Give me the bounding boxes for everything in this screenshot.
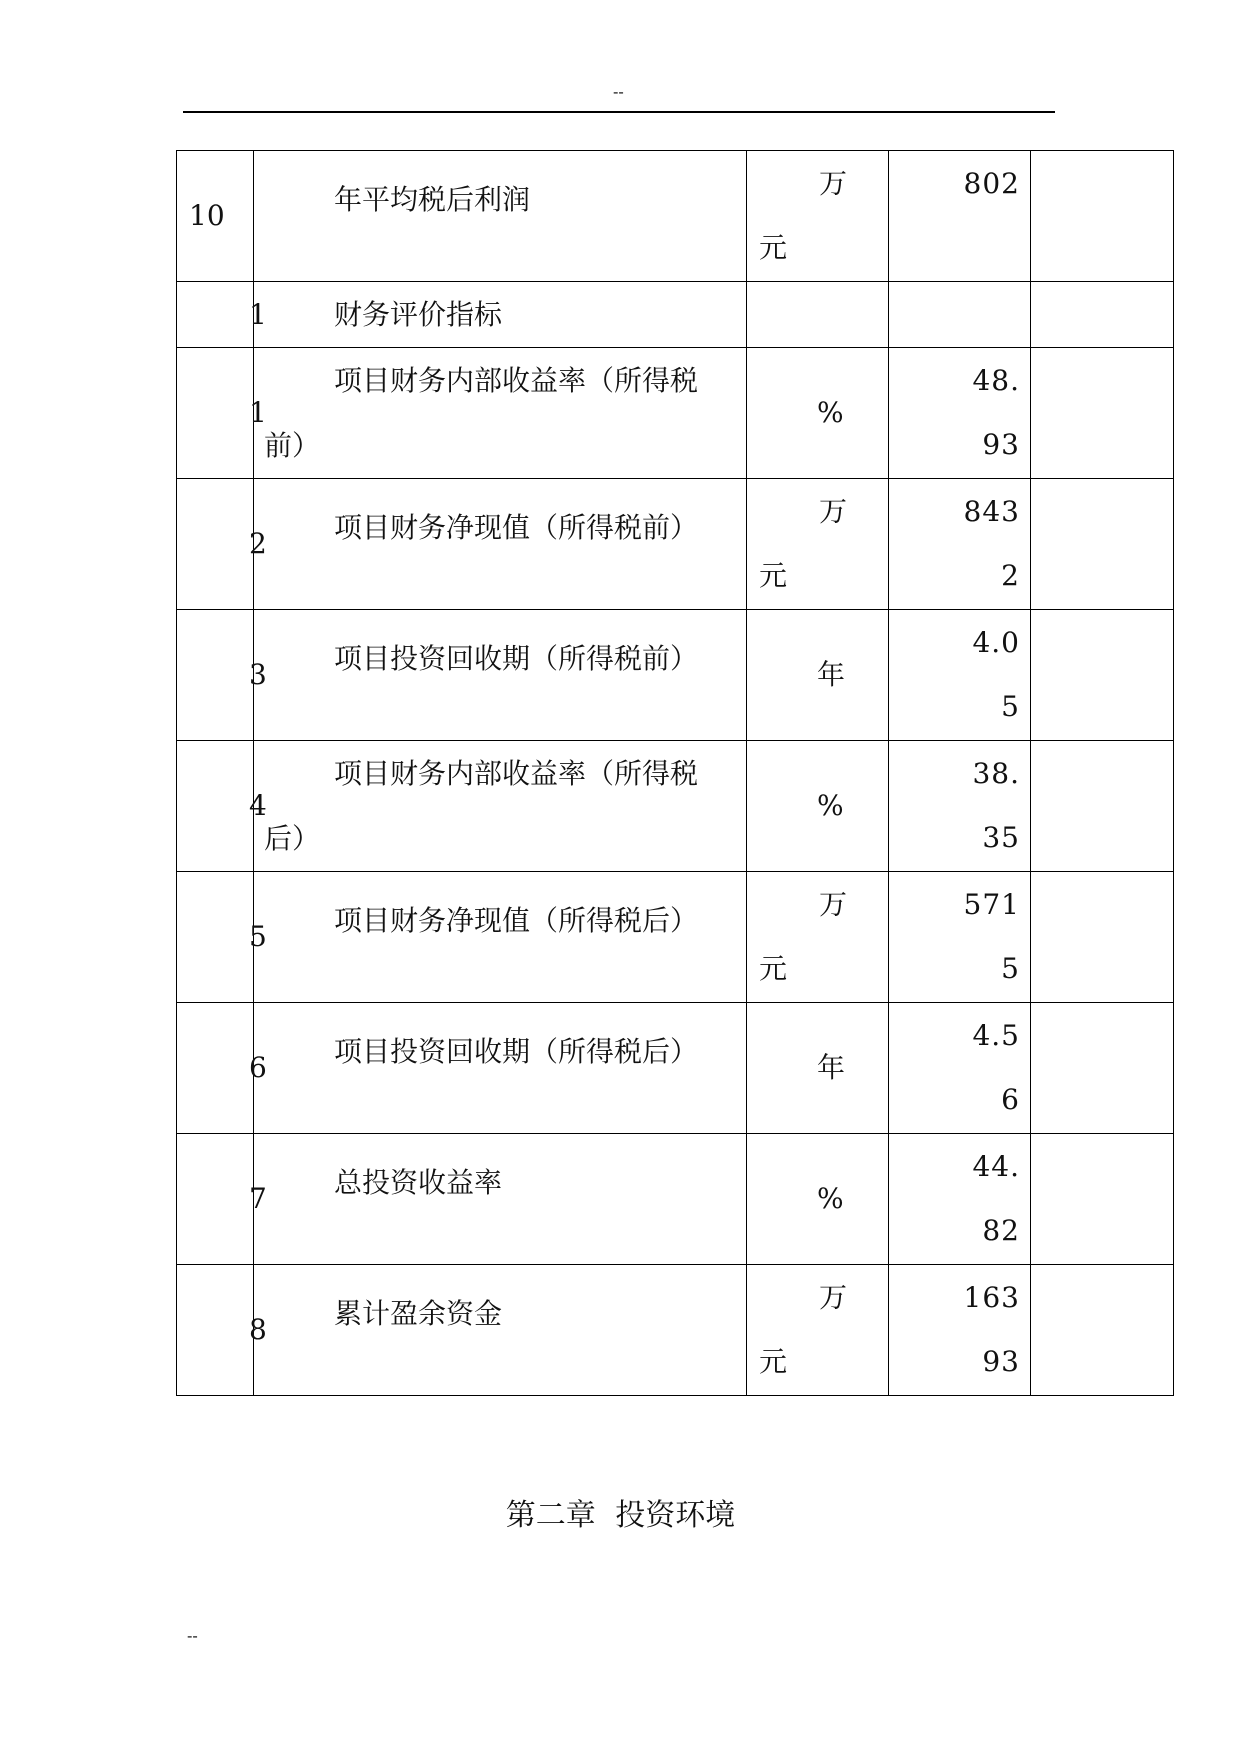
value-cell	[889, 872, 1031, 1003]
table-row	[177, 741, 1174, 872]
item-name: 项目财务净现值（所得税后）	[334, 904, 699, 937]
unit: 年	[817, 658, 846, 691]
row-number: 8	[249, 1313, 267, 1346]
note-cell	[1031, 741, 1174, 872]
value-top: 571	[963, 888, 1020, 921]
value-cell	[889, 282, 1031, 348]
item-name-cell	[254, 151, 747, 282]
row-number: 1	[249, 396, 267, 429]
value-top: 38.	[972, 757, 1020, 790]
value-bottom: 93	[982, 428, 1020, 461]
row-number: 5	[249, 920, 267, 953]
value-bottom: 5	[1001, 690, 1020, 723]
unit-top: 万	[819, 888, 848, 921]
item-name: 累计盈余资金	[334, 1297, 503, 1330]
row-number: 10	[189, 199, 225, 232]
unit-cell	[747, 610, 889, 741]
row-number-cell	[177, 610, 267, 741]
note-cell	[1031, 1134, 1174, 1265]
row-number-cell	[177, 282, 267, 348]
item-name: 项目投资回收期（所得税后）	[334, 1035, 699, 1068]
item-name-cell	[254, 1134, 747, 1265]
header-rule	[183, 111, 1055, 113]
value-cell	[889, 1134, 1031, 1265]
item-name-cell	[254, 872, 747, 1003]
row-number: 1	[249, 298, 267, 331]
value-bottom: 35	[982, 821, 1020, 854]
value-bottom: 93	[982, 1345, 1020, 1378]
row-number-cell	[177, 1003, 267, 1134]
unit: %	[817, 1182, 844, 1215]
note-cell	[1031, 348, 1174, 479]
table-row	[177, 151, 1174, 282]
item-name: 项目财务净现值（所得税前）	[334, 511, 699, 544]
item-name-cell	[254, 1265, 747, 1396]
unit-cell	[747, 1134, 889, 1265]
unit-cell	[747, 348, 889, 479]
item-name-cell	[254, 1003, 747, 1134]
value-bottom: 5	[1001, 952, 1020, 985]
table-row	[177, 1003, 1174, 1134]
row-number-cell	[177, 1134, 267, 1265]
unit: %	[817, 789, 844, 822]
item-name: 项目财务内部收益率（所得税前）	[264, 364, 699, 462]
value-cell	[889, 151, 1031, 282]
value-top: 802	[963, 167, 1020, 200]
item-name: 项目财务内部收益率（所得税后）	[264, 757, 699, 855]
row-number-cell	[177, 151, 254, 282]
item-name-cell	[254, 610, 747, 741]
value-cell	[889, 348, 1031, 479]
value-top: 48.	[972, 364, 1020, 397]
chapter-title: 第二章 投资环境	[505, 1498, 736, 1533]
unit-top: 万	[819, 167, 848, 200]
unit-cell	[747, 151, 889, 282]
row-number: 7	[249, 1182, 267, 1215]
row-number-cell	[177, 1265, 267, 1396]
value-top: 843	[963, 495, 1020, 528]
value-bottom: 82	[982, 1214, 1020, 1247]
item-name-cell	[254, 741, 747, 872]
item-name: 年平均税后利润	[334, 183, 531, 216]
table-row	[177, 1265, 1174, 1396]
note-cell	[1031, 610, 1174, 741]
note-cell	[1031, 151, 1174, 282]
unit-cell	[747, 872, 889, 1003]
unit-cell	[747, 741, 889, 872]
table-row	[177, 348, 1174, 479]
row-number: 6	[249, 1051, 267, 1084]
value-top: 4.5	[972, 1019, 1020, 1052]
value-top: 4.0	[972, 626, 1020, 659]
value-bottom: 6	[1001, 1083, 1020, 1116]
unit-cell	[747, 479, 889, 610]
unit-bottom: 元	[759, 231, 788, 264]
value-cell	[889, 1265, 1031, 1396]
value-bottom: 2	[1001, 559, 1020, 592]
unit-cell	[747, 282, 889, 348]
header-mark: --	[613, 82, 624, 101]
unit-cell	[747, 1265, 889, 1396]
unit-cell	[747, 1003, 889, 1134]
unit: %	[817, 396, 844, 429]
row-number-cell	[177, 741, 267, 872]
unit-bottom: 元	[759, 1345, 788, 1378]
unit: 年	[817, 1051, 846, 1084]
value-cell	[889, 479, 1031, 610]
value-top: 44.	[972, 1150, 1020, 1183]
value-cell	[889, 1003, 1031, 1134]
unit-bottom: 元	[759, 559, 788, 592]
financial-indicators-table	[176, 150, 1174, 1396]
unit-bottom: 元	[759, 952, 788, 985]
row-number-cell	[177, 872, 267, 1003]
value-cell	[889, 610, 1031, 741]
row-number: 4	[249, 789, 267, 822]
note-cell	[1031, 872, 1174, 1003]
unit-top: 万	[819, 495, 848, 528]
value-top: 163	[963, 1281, 1020, 1314]
note-cell	[1031, 282, 1174, 348]
footer-mark: --	[187, 1626, 198, 1645]
item-name-cell	[254, 479, 747, 610]
note-cell	[1031, 479, 1174, 610]
table-row	[177, 1134, 1174, 1265]
table-row	[177, 872, 1174, 1003]
table-row	[177, 479, 1174, 610]
item-name: 总投资收益率	[334, 1166, 503, 1199]
item-name: 财务评价指标	[334, 298, 503, 331]
unit-top: 万	[819, 1281, 848, 1314]
row-number-cell	[177, 479, 267, 610]
row-number: 3	[249, 658, 267, 691]
table-row	[177, 610, 1174, 741]
item-name: 项目投资回收期（所得税前）	[334, 642, 699, 675]
item-name-cell	[254, 348, 747, 479]
note-cell	[1031, 1003, 1174, 1134]
value-cell	[889, 741, 1031, 872]
note-cell	[1031, 1265, 1174, 1396]
row-number-cell	[177, 348, 267, 479]
row-number: 2	[249, 527, 267, 560]
